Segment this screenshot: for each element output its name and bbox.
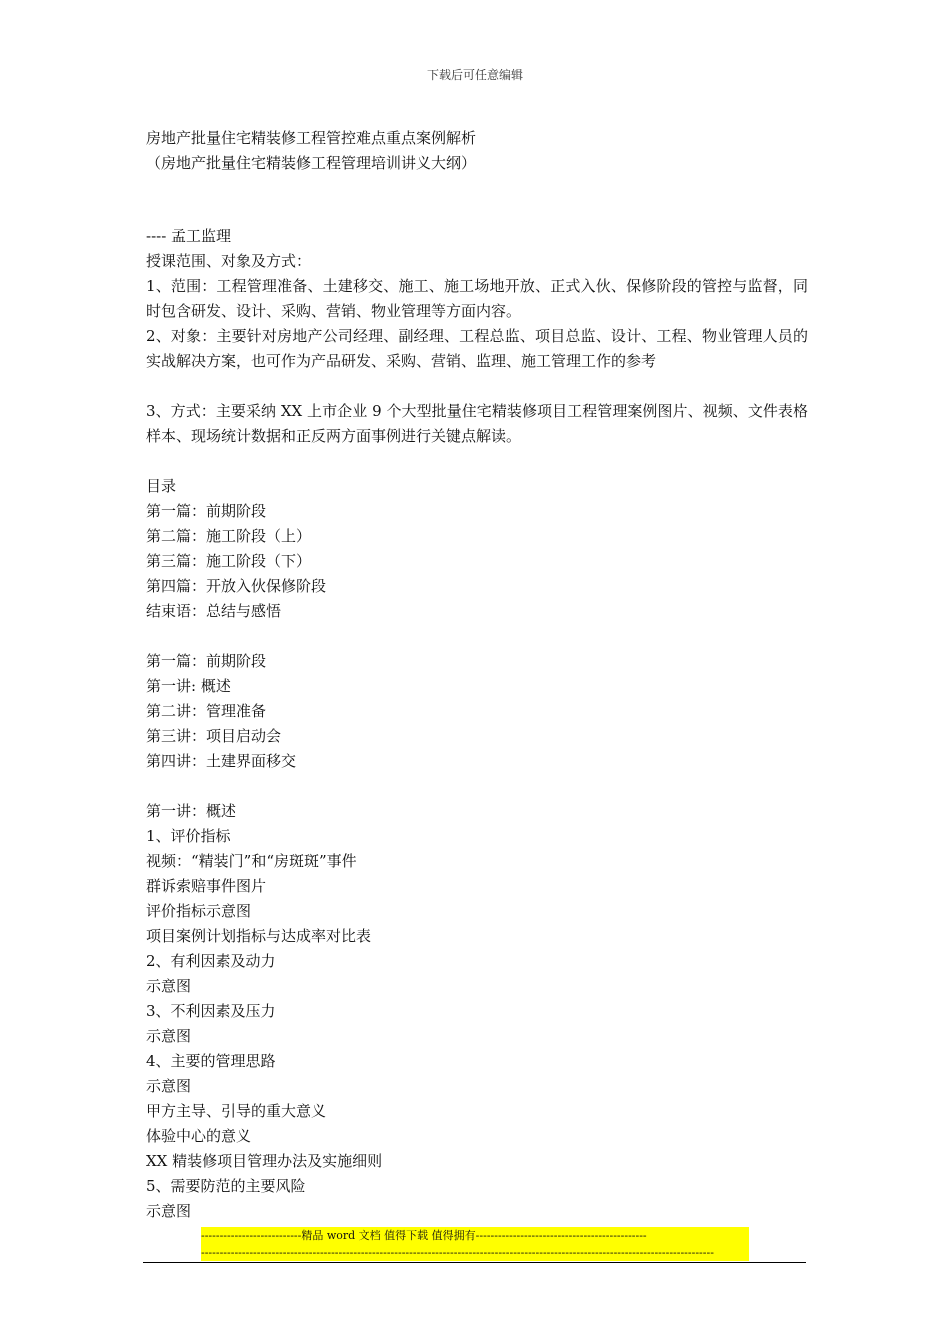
footer-banner-row: ------------------------------------------------------------------------------------------------------------------------------------------ [201, 1246, 714, 1259]
lecture-one-line: 视频：“精装门”和“房斑斑”事件 [146, 852, 357, 870]
lecture-one-line: 示意图 [146, 1202, 192, 1220]
header-note: 下载后可任意编辑 [426, 68, 523, 82]
footer-rule [143, 1262, 806, 1263]
spacer [146, 374, 808, 399]
lecture-item: 第四讲：土建界面移交 [146, 752, 297, 770]
footer-banner [201, 1227, 749, 1261]
author-line: ---- 孟工监理 [146, 227, 232, 245]
toc-item: 第三篇：施工阶段（下） [146, 552, 312, 570]
intro-heading: 授课范围、对象及方式： [146, 252, 312, 270]
footer-banner-row: ---------------------------精品 word 文档 值得下载 值得拥有---------------------------------------------- [201, 1229, 647, 1242]
lecture-one-line: 甲方主导、引导的重大意义 [146, 1102, 327, 1120]
lecture-one-line: 评价指标示意图 [146, 902, 252, 920]
intro-audience: 2、对象：主要针对房地产公司经理、副经理、工程总监、项目总监、设计、工程、物业管理人员的实战解决方案，也可作为产品研发、采购、营销、监理、施工管理工作的参考 [146, 327, 808, 370]
document-subtitle: （房地产批量住宅精装修工程管理培训讲义大纲） [146, 154, 477, 172]
title-block [146, 126, 806, 176]
spacer [146, 449, 808, 474]
lecture-one-line: 项目案例计划指标与达成率对比表 [146, 927, 372, 945]
toc-item: 第一篇：前期阶段 [146, 502, 267, 520]
toc-item: 结束语：总结与感悟 [146, 602, 282, 620]
toc-item: 第四篇：开放入伙保修阶段 [146, 577, 327, 595]
lecture-one-line: XX 精装修项目管理办法及实施细则 [146, 1152, 383, 1170]
intro-scope: 1、范围：工程管理准备、土建移交、施工、施工场地开放、正式入伙、保修阶段的管控与监督，同时包含研发、设计、采购、营销、物业管理等方面内容。 [146, 277, 808, 320]
lecture-one-line: 3、不利因素及压力 [146, 1002, 276, 1020]
spacer [146, 624, 808, 649]
lecture-item: 第一讲: 概述 [146, 677, 231, 695]
lecture-one-heading: 第一讲：概述 [146, 802, 237, 820]
lecture-one-line: 示意图 [146, 977, 192, 995]
part-one-heading: 第一篇：前期阶段 [146, 652, 267, 670]
lecture-one-line: 1、评价指标 [146, 827, 231, 845]
lecture-one-line: 群诉索赔事件图片 [146, 877, 267, 895]
lecture-item: 第三讲：项目启动会 [146, 727, 282, 745]
document-body [146, 224, 808, 1224]
document-title: 房地产批量住宅精装修工程管控难点重点案例解析 [146, 129, 477, 147]
lecture-one-line: 示意图 [146, 1027, 192, 1045]
lecture-one-line: 示意图 [146, 1077, 192, 1095]
lecture-one-line: 4、主要的管理思路 [146, 1052, 276, 1070]
lecture-one-line: 2、有利因素及动力 [146, 952, 276, 970]
lecture-one-line: 5、需要防范的主要风险 [146, 1177, 306, 1195]
spacer [146, 774, 808, 799]
toc-item: 第二篇：施工阶段（上） [146, 527, 312, 545]
lecture-item: 第二讲：管理准备 [146, 702, 267, 720]
toc-heading: 目录 [146, 477, 177, 495]
lecture-one-line: 体验中心的意义 [146, 1127, 252, 1145]
intro-method: 3、方式：主要采纳 XX 上市企业 9 个大型批量住宅精装修项目工程管理案例图片、视频、文件表格样本、现场统计数据和正反两方面事例进行关键点解读。 [146, 402, 808, 445]
